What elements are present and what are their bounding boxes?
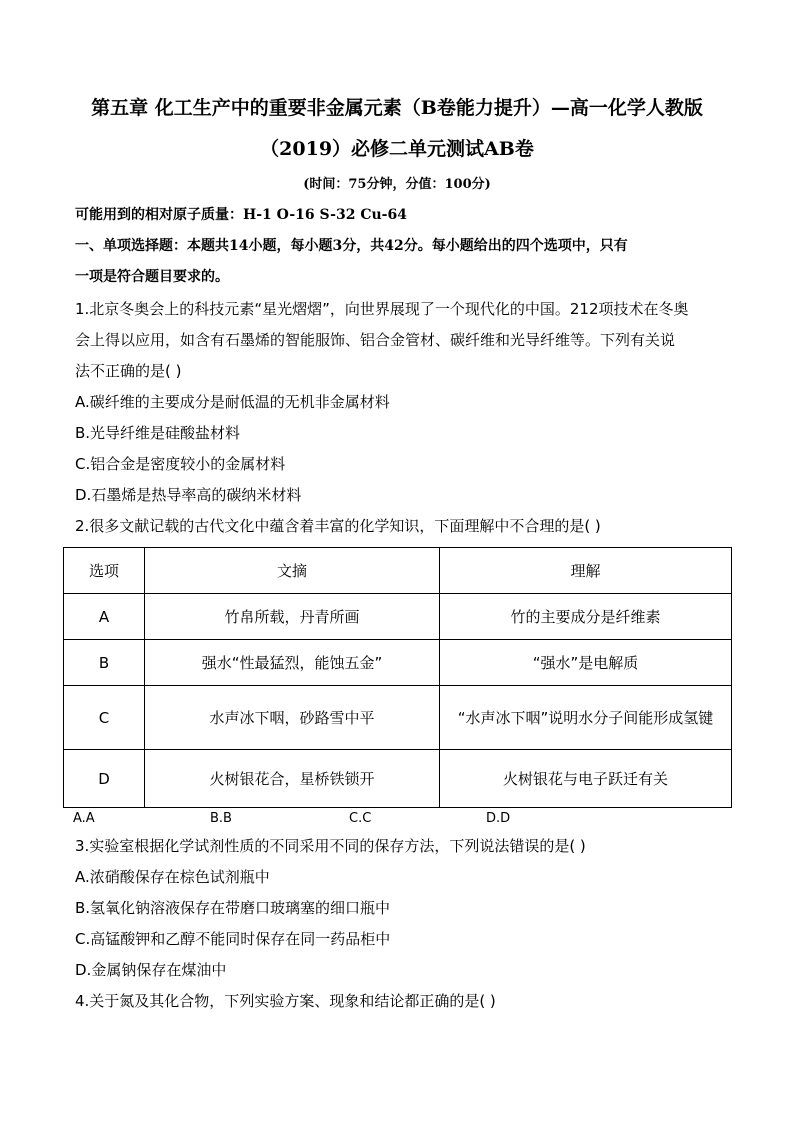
table-cell: 竹帛所载，丹青所画 <box>145 594 440 640</box>
q1-option-b: B.光导纤维是硅酸盐材料 <box>75 424 241 442</box>
time-score-info: (时间：75分钟，分值：100分) <box>303 177 491 192</box>
q2-choices <box>73 809 733 829</box>
q2-stem: 2.很多文献记载的古代文化中蕴含着丰富的化学知识，下面理解中不合理的是( ) <box>75 517 601 535</box>
table-cell: 火树银花与电子跃迁有关 <box>440 750 732 808</box>
q3-option-c: C.高锰酸钾和乙醇不能同时保存在同一药品柜中 <box>75 930 391 948</box>
q1-option-c: C.铝合金是密度较小的金属材料 <box>75 455 286 473</box>
table-cell: “强水”是电解质 <box>440 640 732 686</box>
table-cell: D <box>64 750 145 808</box>
atomic-masses-note: 可能用到的相对原子质量：H-1 O-16 S-32 Cu-64 <box>75 207 407 223</box>
q2-choice-c: C.C <box>349 811 372 826</box>
q1-stem-line-3: 法不正确的是( ) <box>75 362 182 380</box>
section-heading-line-2: 一项是符合题目要求的。 <box>75 269 229 285</box>
q2-choice-b: B.B <box>210 811 232 826</box>
page-title-line-1: 第五章 化工生产中的重要非金属元素（B卷能力提升）—高一化学人教版 <box>91 97 703 119</box>
table-cell: A <box>64 594 145 640</box>
table-header-cell: 理解 <box>440 548 732 594</box>
table-cell: C <box>64 686 145 750</box>
q2-table <box>63 547 732 808</box>
table-cell: B <box>64 640 145 686</box>
table-cell: 水声冰下咽，砂路雪中平 <box>145 686 440 750</box>
q1-option-d: D.石墨烯是热导率高的碳纳米材料 <box>75 486 302 504</box>
table-cell: “水声冰下咽”说明水分子间能形成氢键 <box>440 686 732 750</box>
section-heading-line-1: 一、单项选择题：本题共14小题，每小题3分，共42分。每小题给出的四个选项中，只有 <box>75 238 628 254</box>
page-title-line-2: （2019）必修二单元测试AB卷 <box>260 138 534 160</box>
table-row <box>64 750 732 808</box>
table-header-cell: 文摘 <box>145 548 440 594</box>
table-header-cell: 选项 <box>64 548 145 594</box>
table-row <box>64 594 732 640</box>
q3-option-b: B.氢氧化钠溶液保存在带磨口玻璃塞的细口瓶中 <box>75 899 391 917</box>
q3-option-a: A.浓硝酸保存在棕色试剂瓶中 <box>75 868 270 886</box>
table-cell: 竹的主要成分是纤维素 <box>440 594 732 640</box>
q3-option-d: D.金属钠保存在煤油中 <box>75 961 227 979</box>
table-cell: 火树银花合，星桥铁锁开 <box>145 750 440 808</box>
q1-option-a: A.碳纤维的主要成分是耐低温的无机非金属材料 <box>75 393 390 411</box>
table-row <box>64 686 732 750</box>
table-cell: 强水“性最猛烈，能蚀五金” <box>145 640 440 686</box>
q4-stem: 4.关于氮及其化合物，下列实验方案、现象和结论都正确的是( ) <box>75 992 496 1010</box>
q2-choice-a: A.A <box>73 811 95 826</box>
q2-choice-d: D.D <box>486 811 511 826</box>
table-row <box>64 640 732 686</box>
q1-stem-line-2: 会上得以应用，如含有石墨烯的智能服饰、铝合金管材、碳纤维和光导纤维等。下列有关说 <box>75 331 676 349</box>
table-header-row <box>64 548 732 594</box>
q3-stem: 3.实验室根据化学试剂性质的不同采用不同的保存方法，下列说法错误的是( ) <box>75 837 586 855</box>
q1-stem-line-1: 1.北京冬奥会上的科技元素“星光熠熠”，向世界展现了一个现代化的中国。212项技术在冬奥 <box>75 300 689 318</box>
